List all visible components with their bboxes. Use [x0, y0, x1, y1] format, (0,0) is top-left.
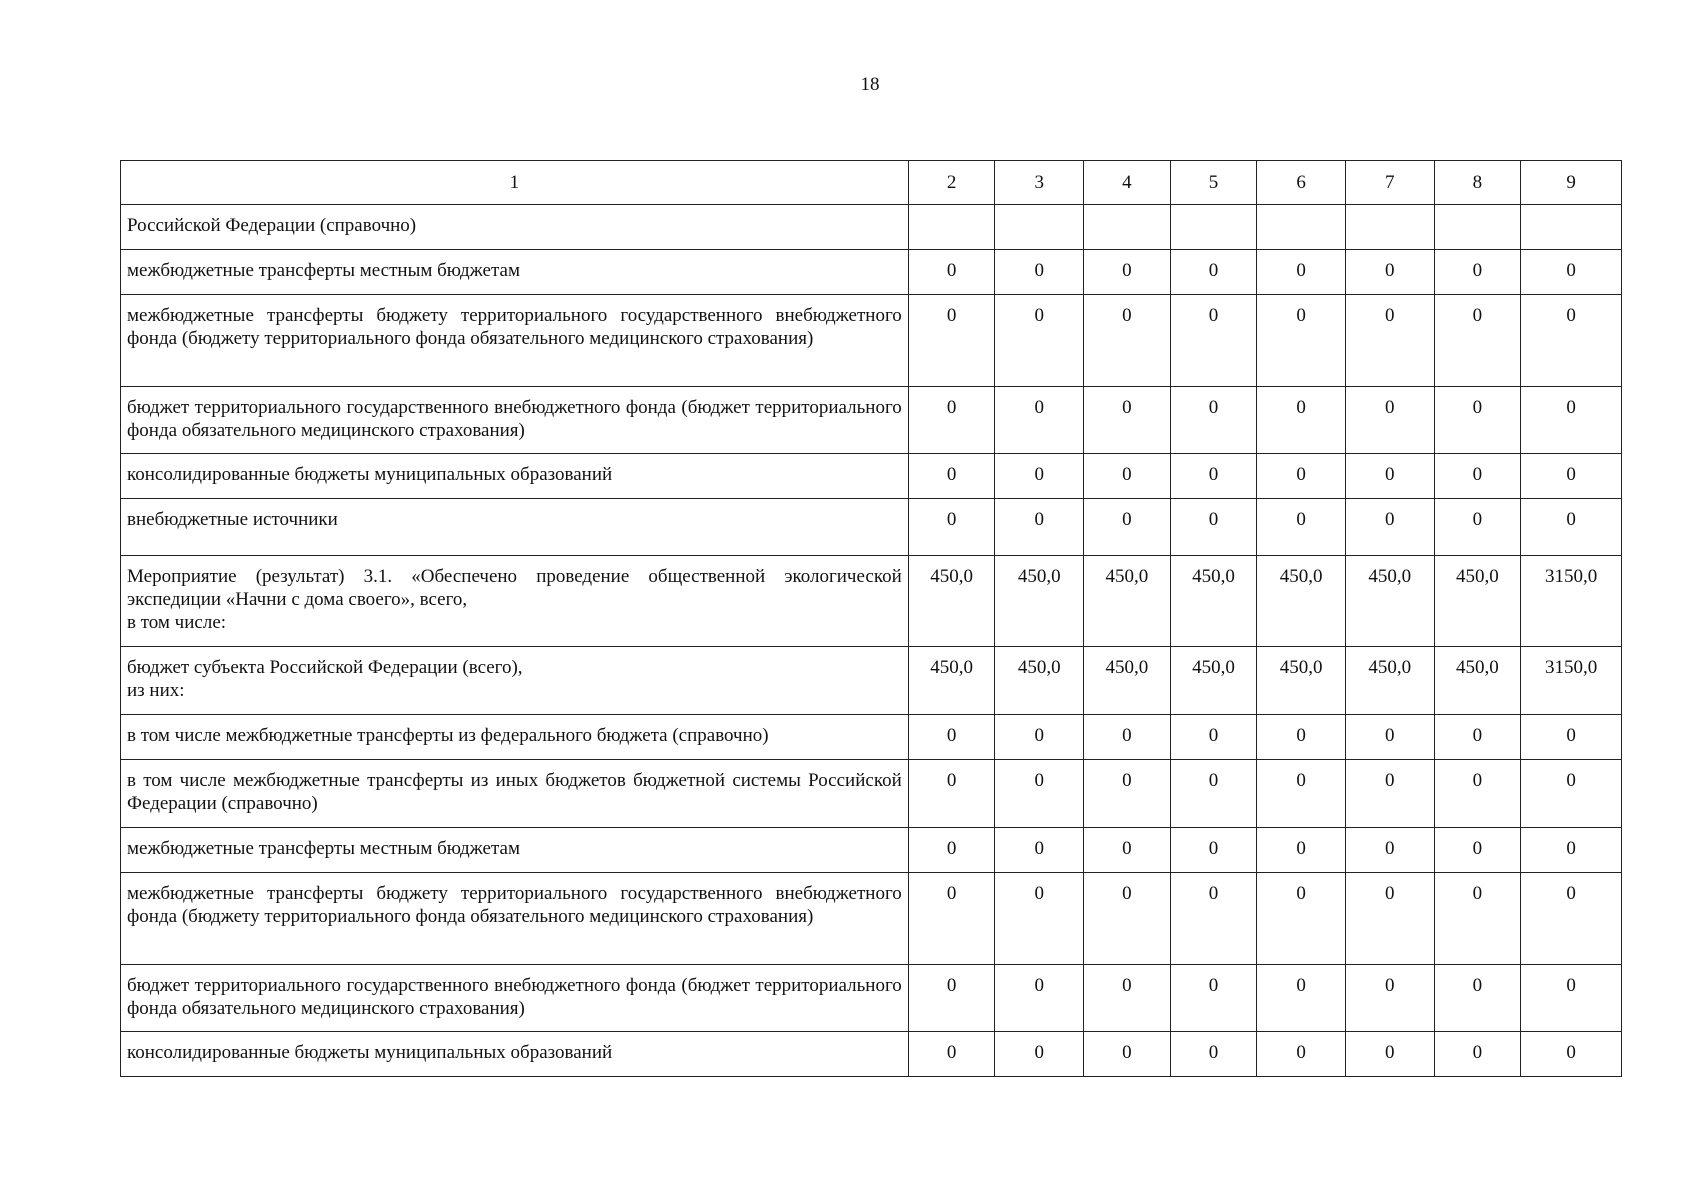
value-cell: 0	[1084, 387, 1171, 454]
value-cell: 0	[995, 454, 1084, 499]
value-cell: 0	[1084, 965, 1171, 1032]
header-row	[121, 161, 1622, 205]
value-cell: 450,0	[1084, 647, 1171, 715]
value-cell: 0	[1345, 454, 1434, 499]
value-cell: 0	[908, 965, 995, 1032]
value-cell: 0	[1170, 715, 1257, 760]
value-cell: 0	[1084, 873, 1171, 965]
value-cell: 0	[908, 1032, 995, 1077]
value-cell: 0	[1521, 454, 1622, 499]
table-row	[121, 965, 1622, 1032]
value-cell: 0	[1170, 965, 1257, 1032]
value-cell: 0	[1170, 295, 1257, 387]
value-cell: 0	[1434, 295, 1521, 387]
value-cell: 0	[1521, 250, 1622, 295]
value-cell: 0	[995, 873, 1084, 965]
row-label: внебюджетные источники	[121, 499, 909, 556]
value-cell: 0	[1084, 250, 1171, 295]
column-header: 8	[1434, 161, 1521, 205]
value-cell: 0	[1170, 499, 1257, 556]
value-cell: 0	[1345, 250, 1434, 295]
value-cell: 0	[1434, 387, 1521, 454]
row-label: в том числе межбюджетные трансферты из федерального бюджета (справочно)	[121, 715, 909, 760]
value-cell	[908, 205, 995, 250]
value-cell: 0	[1257, 760, 1346, 828]
value-cell: 0	[1434, 499, 1521, 556]
value-cell: 0	[908, 250, 995, 295]
value-cell: 0	[1170, 250, 1257, 295]
value-cell: 0	[1257, 295, 1346, 387]
column-header: 4	[1084, 161, 1171, 205]
row-label: межбюджетные трансферты бюджету территориального государственного внебюджетного фонда (бюджету территориального фонда обязательного медицинского страхования)	[121, 295, 909, 387]
value-cell: 0	[1345, 828, 1434, 873]
value-cell: 0	[1170, 828, 1257, 873]
value-cell: 0	[1434, 1032, 1521, 1077]
row-label: межбюджетные трансферты местным бюджетам	[121, 828, 909, 873]
row-label: бюджет территориального государственного внебюджетного фонда (бюджет территориального фонда обязательного медицинского страхования)	[121, 387, 909, 454]
value-cell: 0	[1257, 828, 1346, 873]
value-cell: 0	[995, 387, 1084, 454]
value-cell: 0	[1521, 760, 1622, 828]
value-cell: 0	[1521, 828, 1622, 873]
column-header: 5	[1170, 161, 1257, 205]
value-cell: 0	[908, 499, 995, 556]
value-cell: 0	[1257, 873, 1346, 965]
row-label-line: бюджет субъекта Российской Федерации (всего),	[127, 657, 523, 678]
row-label: консолидированные бюджеты муниципальных образований	[121, 1032, 909, 1077]
value-cell: 0	[908, 295, 995, 387]
row-label: бюджет территориального государственного внебюджетного фонда (бюджет территориального фонда обязательного медицинского страхования)	[121, 965, 909, 1032]
value-cell: 450,0	[908, 556, 995, 647]
value-cell: 0	[1084, 715, 1171, 760]
value-cell: 0	[1521, 295, 1622, 387]
value-cell: 450,0	[1084, 556, 1171, 647]
value-cell	[1084, 205, 1171, 250]
value-cell: 0	[1257, 387, 1346, 454]
value-cell: 0	[1257, 965, 1346, 1032]
value-cell: 0	[908, 760, 995, 828]
column-header: 7	[1345, 161, 1434, 205]
table-row	[121, 499, 1622, 556]
value-cell: 450,0	[1257, 556, 1346, 647]
row-label: в том числе межбюджетные трансферты из иных бюджетов бюджетной системы Российской Федерации (справочно)	[121, 760, 909, 828]
value-cell: 0	[995, 965, 1084, 1032]
value-cell: 0	[1345, 1032, 1434, 1077]
value-cell	[1521, 205, 1622, 250]
value-cell	[1345, 205, 1434, 250]
table-row	[121, 760, 1622, 828]
value-cell: 0	[1521, 499, 1622, 556]
value-cell: 0	[908, 387, 995, 454]
value-cell: 450,0	[1345, 556, 1434, 647]
table-row	[121, 873, 1622, 965]
column-header: 6	[1257, 161, 1346, 205]
value-cell: 0	[1345, 295, 1434, 387]
value-cell: 0	[1170, 760, 1257, 828]
value-cell: 0	[1434, 873, 1521, 965]
value-cell: 0	[1345, 499, 1434, 556]
value-cell: 0	[908, 873, 995, 965]
value-cell: 0	[908, 715, 995, 760]
value-cell: 0	[1257, 499, 1346, 556]
table-row	[121, 454, 1622, 499]
row-label-line: в том числе:	[127, 612, 227, 633]
value-cell: 0	[1345, 965, 1434, 1032]
value-cell: 0	[1257, 715, 1346, 760]
page-number: 18	[860, 74, 880, 95]
value-cell: 0	[995, 1032, 1084, 1077]
value-cell: 0	[1084, 295, 1171, 387]
value-cell: 0	[1084, 499, 1171, 556]
budget-table	[120, 160, 1622, 1077]
value-cell	[1170, 205, 1257, 250]
row-label: Российской Федерации (справочно)	[121, 205, 909, 250]
value-cell: 0	[1521, 1032, 1622, 1077]
value-cell: 450,0	[1434, 556, 1521, 647]
value-cell: 450,0	[995, 556, 1084, 647]
value-cell: 450,0	[908, 647, 995, 715]
value-cell: 0	[1257, 454, 1346, 499]
row-label: межбюджетные трансферты местным бюджетам	[121, 250, 909, 295]
value-cell: 0	[1345, 715, 1434, 760]
value-cell: 0	[1170, 454, 1257, 499]
table-row	[121, 647, 1622, 715]
value-cell: 3150,0	[1521, 556, 1622, 647]
value-cell: 0	[995, 715, 1084, 760]
value-cell: 0	[1084, 760, 1171, 828]
value-cell: 0	[1257, 250, 1346, 295]
column-header: 1	[121, 161, 909, 205]
table-row	[121, 205, 1622, 250]
value-cell: 0	[1170, 387, 1257, 454]
row-label: консолидированные бюджеты муниципальных образований	[121, 454, 909, 499]
value-cell: 0	[1521, 715, 1622, 760]
row-label-line: из них:	[127, 680, 185, 701]
value-cell: 0	[1084, 454, 1171, 499]
row-label: межбюджетные трансферты бюджету территориального государственного внебюджетного фонда (бюджету территориального фонда обязательного медицинского страхования)	[121, 873, 909, 965]
table-row	[121, 828, 1622, 873]
value-cell: 0	[1521, 873, 1622, 965]
value-cell: 0	[1084, 828, 1171, 873]
value-cell: 450,0	[995, 647, 1084, 715]
value-cell: 0	[1345, 387, 1434, 454]
value-cell: 0	[995, 828, 1084, 873]
value-cell: 0	[1434, 760, 1521, 828]
value-cell: 0	[1434, 715, 1521, 760]
table-row	[121, 1032, 1622, 1077]
value-cell	[1257, 205, 1346, 250]
table-row	[121, 556, 1622, 647]
table-row	[121, 387, 1622, 454]
table-row	[121, 295, 1622, 387]
column-header: 9	[1521, 161, 1622, 205]
value-cell: 0	[995, 295, 1084, 387]
table-row	[121, 715, 1622, 760]
value-cell: 0	[908, 454, 995, 499]
row-label-line: Мероприятие (результат) 3.1. «Обеспечено проведение общественной экологической экспедиции «Начни с дома своего», всего,	[127, 566, 902, 610]
value-cell	[995, 205, 1084, 250]
value-cell: 450,0	[1170, 556, 1257, 647]
value-cell: 450,0	[1434, 647, 1521, 715]
value-cell: 450,0	[1257, 647, 1346, 715]
value-cell: 450,0	[1345, 647, 1434, 715]
column-header: 2	[908, 161, 995, 205]
value-cell: 0	[995, 499, 1084, 556]
value-cell: 0	[995, 250, 1084, 295]
value-cell: 0	[1521, 387, 1622, 454]
value-cell	[1434, 205, 1521, 250]
row-label	[121, 647, 909, 715]
value-cell: 0	[1257, 1032, 1346, 1077]
value-cell: 450,0	[1170, 647, 1257, 715]
value-cell: 0	[1521, 965, 1622, 1032]
value-cell: 0	[908, 828, 995, 873]
value-cell: 0	[1345, 873, 1434, 965]
value-cell: 0	[1345, 760, 1434, 828]
row-label	[121, 556, 909, 647]
table-row	[121, 250, 1622, 295]
value-cell: 0	[1434, 454, 1521, 499]
value-cell: 0	[1434, 965, 1521, 1032]
value-cell: 0	[1434, 250, 1521, 295]
value-cell: 0	[1084, 1032, 1171, 1077]
value-cell: 3150,0	[1521, 647, 1622, 715]
column-header: 3	[995, 161, 1084, 205]
value-cell: 0	[1434, 828, 1521, 873]
value-cell: 0	[1170, 873, 1257, 965]
value-cell: 0	[995, 760, 1084, 828]
value-cell: 0	[1170, 1032, 1257, 1077]
